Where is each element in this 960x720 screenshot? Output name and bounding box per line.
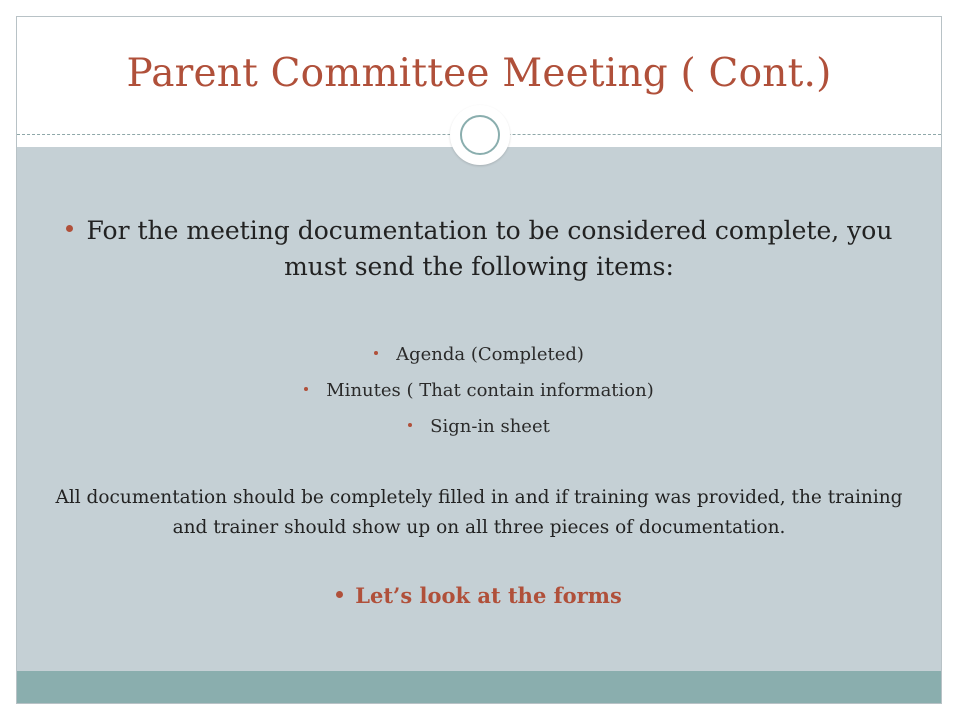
lead-text: For the meeting documentation to be considered complete, you must send the following items: xyxy=(86,216,893,281)
bullet-dot-icon xyxy=(66,225,73,232)
list-item xyxy=(17,409,941,445)
bullet-dot-icon xyxy=(374,351,378,355)
lead-paragraph xyxy=(57,213,901,285)
bullet-dot-icon xyxy=(408,423,412,427)
documentation-note: All documentation should be completely filled in and if training was provided, the training and trainer should show up on all three pieces of documentation. xyxy=(55,487,903,538)
call-to-action-text: Let’s look at the forms xyxy=(355,583,622,608)
list-item-label: Sign-in sheet xyxy=(430,416,550,437)
bullet-dot-icon xyxy=(336,591,343,598)
bullet-dot-icon xyxy=(304,387,308,391)
double-ring-circle-icon xyxy=(450,105,510,165)
list-item-label: Minutes ( That contain information) xyxy=(326,380,654,401)
list-item xyxy=(17,337,941,373)
list-item-label: Agenda (Completed) xyxy=(396,344,584,365)
footer-band xyxy=(17,671,941,704)
ornament-inner-ring xyxy=(460,115,500,155)
call-to-action xyxy=(17,583,941,608)
slide-title: Parent Committee Meeting ( Cont.) xyxy=(126,51,832,96)
slide xyxy=(16,16,942,704)
list-item xyxy=(17,373,941,409)
required-items-list xyxy=(17,337,941,445)
